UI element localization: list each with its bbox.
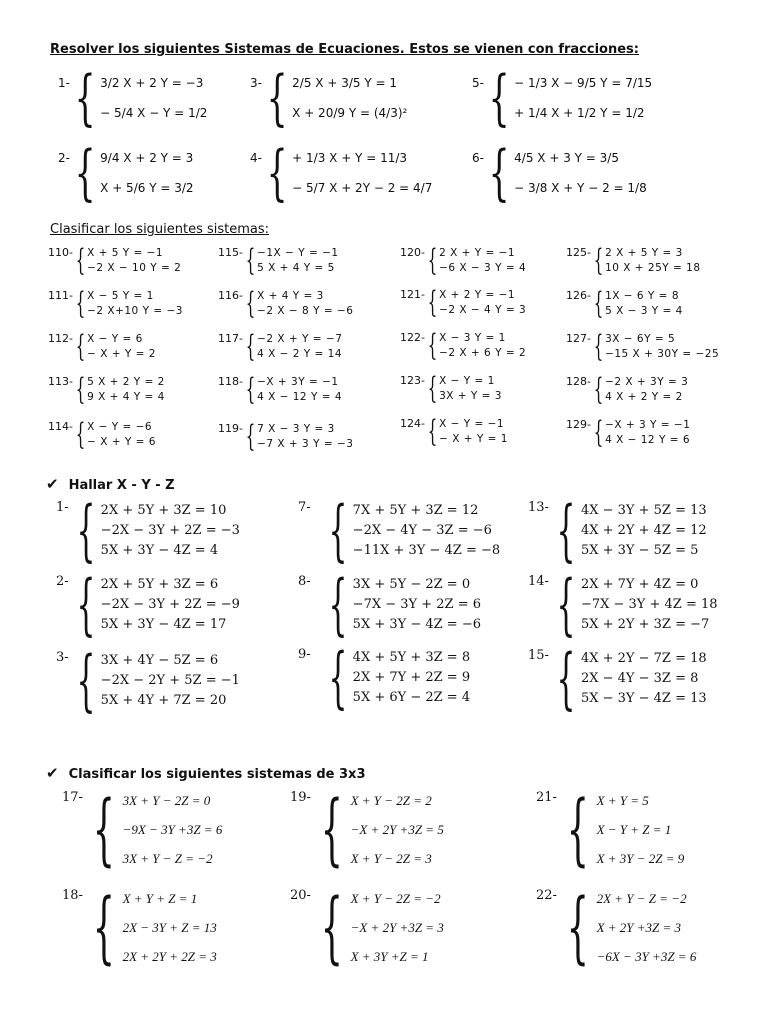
brace: { bbox=[320, 882, 343, 973]
brace: { bbox=[427, 328, 438, 363]
equation: 3X + Y − Z = −2 bbox=[122, 851, 213, 866]
brace: { bbox=[75, 243, 86, 278]
brace: { bbox=[245, 286, 256, 321]
classify-system-117 bbox=[218, 329, 343, 364]
equations bbox=[257, 422, 353, 452]
equation: X − Y + Z = 1 bbox=[596, 822, 672, 837]
system-number: 20- bbox=[290, 888, 311, 903]
equation: − 1/3 X − 9/5 Y = 7/15 bbox=[514, 76, 653, 90]
classify-system-123 bbox=[400, 371, 502, 406]
equations bbox=[514, 143, 647, 203]
classify3-system-22 bbox=[536, 884, 696, 971]
equation: 5 X + 2 Y = 2 bbox=[87, 376, 165, 388]
equations bbox=[257, 289, 353, 319]
classify-system-113 bbox=[48, 372, 165, 407]
system-number: 15- bbox=[528, 648, 549, 663]
equation: −9X − 3Y +3Z = 6 bbox=[122, 822, 223, 837]
brace: { bbox=[74, 138, 96, 208]
system-number: 4- bbox=[250, 151, 262, 165]
equation: 3X − 6Y = 5 bbox=[605, 333, 676, 345]
brace: { bbox=[593, 329, 604, 364]
brace: { bbox=[593, 243, 604, 278]
equations bbox=[605, 246, 700, 276]
classify-system-118 bbox=[218, 372, 343, 407]
fraction-system-3 bbox=[250, 63, 408, 133]
brace: { bbox=[75, 417, 86, 452]
classify-system-128 bbox=[566, 372, 689, 407]
equation: X + 4 Y = 3 bbox=[257, 290, 324, 302]
equation: X − Y = −6 bbox=[87, 421, 153, 433]
equations bbox=[87, 289, 183, 319]
classify-system-114 bbox=[48, 417, 156, 452]
equations bbox=[597, 884, 697, 971]
brace: { bbox=[74, 63, 96, 133]
brace: { bbox=[245, 243, 256, 278]
equation: X + 20/9 Y = (4/3)² bbox=[292, 106, 408, 120]
brace: { bbox=[488, 138, 510, 208]
equations bbox=[353, 501, 500, 561]
system-number: 14- bbox=[528, 574, 549, 589]
equation: 5X + 3Y − 5Z = 5 bbox=[580, 543, 699, 558]
system-number: 13- bbox=[528, 500, 549, 515]
equation: −2 X + Y = −7 bbox=[257, 333, 343, 345]
equation: −2X − 4Y − 3Z = −6 bbox=[352, 523, 492, 538]
checkmark-icon: ✔ bbox=[46, 764, 59, 782]
equation: 3X + 5Y − 2Z = 0 bbox=[352, 577, 471, 592]
equation: 5 X + 4 Y = 5 bbox=[257, 262, 335, 274]
equation: − 3/8 X + Y − 2 = 1/8 bbox=[514, 181, 647, 195]
equation: −X + 2Y +3Z = 5 bbox=[350, 822, 444, 837]
equation: 3X + Y = 3 bbox=[439, 390, 502, 402]
equation: 5X + 3Y − 4Z = 4 bbox=[100, 543, 219, 558]
equation: 4X + 2Y − 7Z = 18 bbox=[580, 651, 707, 666]
equation: 4/5 X + 3 Y = 3/5 bbox=[514, 151, 619, 165]
equation: −2 X − 4 Y = 3 bbox=[439, 304, 527, 316]
equation: 2/5 X + 3/5 Y = 1 bbox=[292, 76, 397, 90]
equation: −2X − 3Y + 2Z = −3 bbox=[100, 523, 240, 538]
section3-title bbox=[46, 475, 175, 493]
system-number: 117- bbox=[218, 332, 243, 345]
equation: −6 X − 3 Y = 4 bbox=[439, 262, 527, 274]
equation: 4 X − 12 Y = 6 bbox=[605, 434, 691, 446]
equations bbox=[581, 575, 718, 635]
equation: 2X + 5Y + 3Z = 6 bbox=[100, 577, 219, 592]
equation: X + Y − 2Z = 2 bbox=[350, 793, 432, 808]
equation: −1X − Y = −1 bbox=[257, 247, 339, 259]
equation: 4 X + 2 Y = 2 bbox=[605, 391, 683, 403]
system-number: 17- bbox=[62, 790, 83, 805]
equations bbox=[605, 332, 719, 362]
system-number: 115- bbox=[218, 246, 243, 259]
system-number: 123- bbox=[400, 374, 425, 387]
system-number: 2- bbox=[58, 151, 70, 165]
brace: { bbox=[245, 329, 256, 364]
equation: 5X + 3Y − 4Z = 17 bbox=[100, 617, 227, 632]
equations bbox=[292, 143, 432, 203]
equations bbox=[87, 332, 156, 362]
equations bbox=[87, 375, 165, 405]
system-number: 118- bbox=[218, 375, 243, 388]
system-number: 110- bbox=[48, 246, 73, 259]
brace: { bbox=[75, 329, 86, 364]
brace: { bbox=[245, 372, 256, 407]
equations bbox=[351, 786, 444, 873]
equations bbox=[123, 786, 223, 873]
equation: 2X + 5Y + 3Z = 10 bbox=[100, 503, 227, 518]
equation: 5X + 3Y − 4Z = −6 bbox=[352, 617, 481, 632]
solve-system-8 bbox=[298, 566, 481, 643]
brace: { bbox=[427, 243, 438, 278]
brace: { bbox=[320, 784, 343, 875]
system-number: 124- bbox=[400, 417, 425, 430]
brace: { bbox=[566, 882, 589, 973]
section1-title bbox=[50, 42, 639, 57]
system-number: 116- bbox=[218, 289, 243, 302]
brace: { bbox=[76, 492, 96, 569]
solve-system-14 bbox=[528, 566, 718, 643]
brace: { bbox=[427, 414, 438, 449]
equations bbox=[292, 68, 407, 128]
equation: − X + Y = 2 bbox=[87, 348, 156, 360]
equations bbox=[100, 143, 193, 203]
classify3-system-19 bbox=[290, 786, 444, 873]
classify3-system-17 bbox=[62, 786, 222, 873]
system-number: 1- bbox=[58, 76, 70, 90]
classify-system-126 bbox=[566, 286, 683, 321]
equation: X + 2 Y = −1 bbox=[439, 289, 516, 301]
system-number: 121- bbox=[400, 288, 425, 301]
equation: 4X + 5Y + 3Z = 8 bbox=[352, 650, 471, 665]
equation: −2 X − 8 Y = −6 bbox=[257, 305, 354, 317]
system-number: 19- bbox=[290, 790, 311, 805]
equation: −X + 3Y = −1 bbox=[257, 376, 339, 388]
equation: 7 X − 3 Y = 3 bbox=[257, 423, 335, 435]
equation: 2 X + 5 Y = 3 bbox=[605, 247, 683, 259]
equations bbox=[257, 332, 342, 362]
equation: 2X + 7Y + 2Z = 9 bbox=[352, 670, 471, 685]
equation: −2X − 2Y + 5Z = −1 bbox=[100, 673, 240, 688]
equation: 9/4 X + 2 Y = 3 bbox=[100, 151, 194, 165]
equation: −X + 3 Y = −1 bbox=[605, 419, 691, 431]
classify-system-115 bbox=[218, 243, 339, 278]
brace: { bbox=[488, 63, 510, 133]
brace: { bbox=[92, 784, 115, 875]
classify3-system-21 bbox=[536, 786, 684, 873]
section2-title-suffix: : bbox=[264, 222, 270, 237]
equation: −2 X − 10 Y = 2 bbox=[87, 262, 182, 274]
classify-system-119 bbox=[218, 419, 354, 454]
equation: 2X − 3Y + Z = 13 bbox=[122, 920, 217, 935]
fraction-system-5 bbox=[472, 63, 653, 133]
equation: 7X + 5Y + 3Z = 12 bbox=[352, 503, 479, 518]
equation: −X + 2Y +3Z = 3 bbox=[350, 920, 444, 935]
section1-title-text: Resolver los siguientes Sistemas de Ecuaciones. Estos se vienen con fracciones bbox=[50, 42, 634, 57]
solve-system-9 bbox=[298, 639, 471, 716]
equations bbox=[101, 575, 240, 635]
equations bbox=[101, 501, 240, 561]
equations bbox=[100, 68, 207, 128]
equation: −15 X + 30Y = −25 bbox=[605, 348, 720, 360]
system-number: 21- bbox=[536, 790, 557, 805]
system-number: 5- bbox=[472, 76, 484, 90]
brace: { bbox=[76, 566, 96, 643]
equation: 5X + 4Y + 7Z = 20 bbox=[100, 693, 227, 708]
equations bbox=[605, 289, 683, 319]
equation: − X + Y = 1 bbox=[439, 433, 508, 445]
system-number: 129- bbox=[566, 418, 591, 431]
classify3-system-18 bbox=[62, 884, 217, 971]
equation: 2 X + Y = −1 bbox=[439, 247, 516, 259]
equation: X − Y = 1 bbox=[439, 375, 495, 387]
classify-system-112 bbox=[48, 329, 156, 364]
system-number: 9- bbox=[298, 647, 311, 662]
equations bbox=[101, 651, 240, 711]
equation: 4 X − 12 Y = 4 bbox=[257, 391, 343, 403]
brace: { bbox=[76, 642, 96, 719]
equation: −7 X + 3 Y = −3 bbox=[257, 438, 354, 450]
classify-system-124 bbox=[400, 414, 508, 449]
equation: X + 2Y +3Z = 3 bbox=[596, 920, 682, 935]
equation: + 1/3 X + Y = 11/3 bbox=[292, 151, 408, 165]
brace: { bbox=[75, 372, 86, 407]
equations bbox=[87, 246, 181, 276]
equations bbox=[439, 417, 508, 447]
equation: X + 5 Y = −1 bbox=[87, 247, 164, 259]
classify-system-111 bbox=[48, 286, 183, 321]
equations bbox=[87, 420, 156, 450]
brace: { bbox=[427, 371, 438, 406]
equations bbox=[353, 648, 470, 708]
system-number: 127- bbox=[566, 332, 591, 345]
system-number: 111- bbox=[48, 289, 73, 302]
equation: 10 X + 25Y = 18 bbox=[605, 262, 701, 274]
equation: 5X − 3Y − 4Z = 13 bbox=[580, 691, 707, 706]
equations bbox=[439, 288, 526, 318]
classify-system-129 bbox=[566, 415, 691, 450]
equation: 1X − 6 Y = 8 bbox=[605, 290, 679, 302]
equation: −7X − 3Y + 2Z = 6 bbox=[352, 597, 481, 612]
system-number: 120- bbox=[400, 246, 425, 259]
brace: { bbox=[566, 784, 589, 875]
system-number: 18- bbox=[62, 888, 83, 903]
equation: 3X + Y − 2Z = 0 bbox=[122, 793, 211, 808]
classify-system-127 bbox=[566, 329, 720, 364]
system-number: 6- bbox=[472, 151, 484, 165]
system-number: 125- bbox=[566, 246, 591, 259]
equation: X − 5 Y = 1 bbox=[87, 290, 154, 302]
brace: { bbox=[328, 639, 348, 716]
fraction-system-6 bbox=[472, 138, 647, 208]
system-number: 3- bbox=[56, 650, 69, 665]
section4-title-text: Clasificar los siguientes sistemas de 3x3 bbox=[68, 767, 366, 782]
equation: − X + Y = 6 bbox=[87, 436, 156, 448]
equation: 2X + Y − Z = −2 bbox=[596, 891, 687, 906]
system-number: 126- bbox=[566, 289, 591, 302]
classify-system-122 bbox=[400, 328, 527, 363]
equation: 9 X + 4 Y = 4 bbox=[87, 391, 165, 403]
solve-system-2 bbox=[56, 566, 240, 643]
equation: −2 X + 6 Y = 2 bbox=[439, 347, 527, 359]
equation: − 5/4 X − Y = 1/2 bbox=[100, 106, 208, 120]
equation: 5X + 2Y + 3Z = −7 bbox=[580, 617, 710, 632]
equation: − 5/7 X + 2Y − 2 = 4/7 bbox=[292, 181, 433, 195]
classify-system-110 bbox=[48, 243, 182, 278]
equation: 4X + 2Y + 4Z = 12 bbox=[580, 523, 707, 538]
equation: X − Y = −1 bbox=[439, 418, 505, 430]
equation: X + Y − 2Z = −2 bbox=[350, 891, 441, 906]
equation: 2X + 7Y + 4Z = 0 bbox=[580, 577, 699, 592]
system-number: 119- bbox=[218, 422, 243, 435]
equation: −2X − 3Y + 2Z = −9 bbox=[100, 597, 240, 612]
brace: { bbox=[593, 286, 604, 321]
brace: { bbox=[92, 882, 115, 973]
equations bbox=[353, 575, 481, 635]
equation: X − Y = 6 bbox=[87, 333, 143, 345]
solve-system-3 bbox=[56, 642, 240, 719]
solve-system-15 bbox=[528, 640, 707, 717]
brace: { bbox=[593, 372, 604, 407]
equation: X + 3Y − 2Z = 9 bbox=[596, 851, 685, 866]
brace: { bbox=[328, 566, 348, 643]
brace: { bbox=[75, 286, 86, 321]
equations bbox=[439, 246, 526, 276]
equations bbox=[351, 884, 444, 971]
brace: { bbox=[556, 640, 576, 717]
equation: 2X + 2Y + 2Z = 3 bbox=[122, 949, 217, 964]
solve-system-7 bbox=[298, 492, 501, 569]
fraction-system-2 bbox=[58, 138, 194, 208]
checkmark-icon: ✔ bbox=[46, 475, 59, 493]
equation: X + 3Y +Z = 1 bbox=[350, 949, 429, 964]
equations bbox=[439, 331, 526, 361]
brace: { bbox=[427, 285, 438, 320]
equations bbox=[597, 786, 685, 873]
brace: { bbox=[328, 492, 348, 569]
equation: −11X + 3Y − 4Z = −8 bbox=[352, 543, 501, 558]
equation: 5 X − 3 Y = 4 bbox=[605, 305, 683, 317]
system-number: 3- bbox=[250, 76, 262, 90]
system-number: 22- bbox=[536, 888, 557, 903]
brace: { bbox=[266, 63, 288, 133]
system-number: 8- bbox=[298, 574, 311, 589]
equation: X + Y − 2Z = 3 bbox=[350, 851, 432, 866]
solve-system-13 bbox=[528, 492, 707, 569]
equations bbox=[257, 375, 342, 405]
equation: X − 3 Y = 1 bbox=[439, 332, 506, 344]
equations bbox=[581, 501, 707, 561]
equation: + 1/4 X + 1/2 Y = 1/2 bbox=[514, 106, 645, 120]
equation: −2 X+10 Y = −3 bbox=[87, 305, 183, 317]
equations bbox=[439, 374, 502, 404]
equation: −7X − 3Y + 4Z = 18 bbox=[580, 597, 718, 612]
system-number: 2- bbox=[56, 574, 69, 589]
equation: 4 X − 2 Y = 14 bbox=[257, 348, 343, 360]
equation: −6X − 3Y +3Z = 6 bbox=[596, 949, 697, 964]
classify-system-120 bbox=[400, 243, 527, 278]
equation: X + Y = 5 bbox=[596, 793, 649, 808]
equation: 2X − 4Y − 3Z = 8 bbox=[580, 671, 699, 686]
equation: X + Y + Z = 1 bbox=[122, 891, 198, 906]
section2-title-text: Clasificar los siguientes sistemas bbox=[50, 222, 265, 237]
equations bbox=[514, 68, 652, 128]
classify-system-121 bbox=[400, 285, 527, 320]
section2-title bbox=[50, 222, 269, 237]
brace: { bbox=[245, 419, 256, 454]
equations bbox=[257, 246, 339, 276]
section1-title-suffix: : bbox=[633, 42, 639, 57]
brace: { bbox=[593, 415, 604, 450]
solve-system-1 bbox=[56, 492, 240, 569]
system-number: 114- bbox=[48, 420, 73, 433]
system-number: 1- bbox=[56, 500, 69, 515]
fraction-system-1 bbox=[58, 63, 208, 133]
classify-system-125 bbox=[566, 243, 701, 278]
system-number: 128- bbox=[566, 375, 591, 388]
equation: 4X − 3Y + 5Z = 13 bbox=[580, 503, 707, 518]
brace: { bbox=[266, 138, 288, 208]
equation: 3/2 X + 2 Y = −3 bbox=[100, 76, 204, 90]
equation: −2 X + 3Y = 3 bbox=[605, 376, 689, 388]
system-number: 7- bbox=[298, 500, 311, 515]
brace: { bbox=[556, 492, 576, 569]
classify3-system-20 bbox=[290, 884, 444, 971]
equation: 5X + 6Y − 2Z = 4 bbox=[352, 690, 471, 705]
system-number: 122- bbox=[400, 331, 425, 344]
classify-system-116 bbox=[218, 286, 354, 321]
section3-title-text: Hallar X - Y - Z bbox=[68, 478, 175, 493]
fraction-system-4 bbox=[250, 138, 433, 208]
equations bbox=[581, 649, 707, 709]
equations bbox=[605, 375, 688, 405]
section4-title bbox=[46, 764, 366, 782]
equations bbox=[605, 418, 690, 448]
equation: 3X + 4Y − 5Z = 6 bbox=[100, 653, 219, 668]
system-number: 112- bbox=[48, 332, 73, 345]
equations bbox=[123, 884, 217, 971]
equation: X + 5/6 Y = 3/2 bbox=[100, 181, 194, 195]
brace: { bbox=[556, 566, 576, 643]
system-number: 113- bbox=[48, 375, 73, 388]
